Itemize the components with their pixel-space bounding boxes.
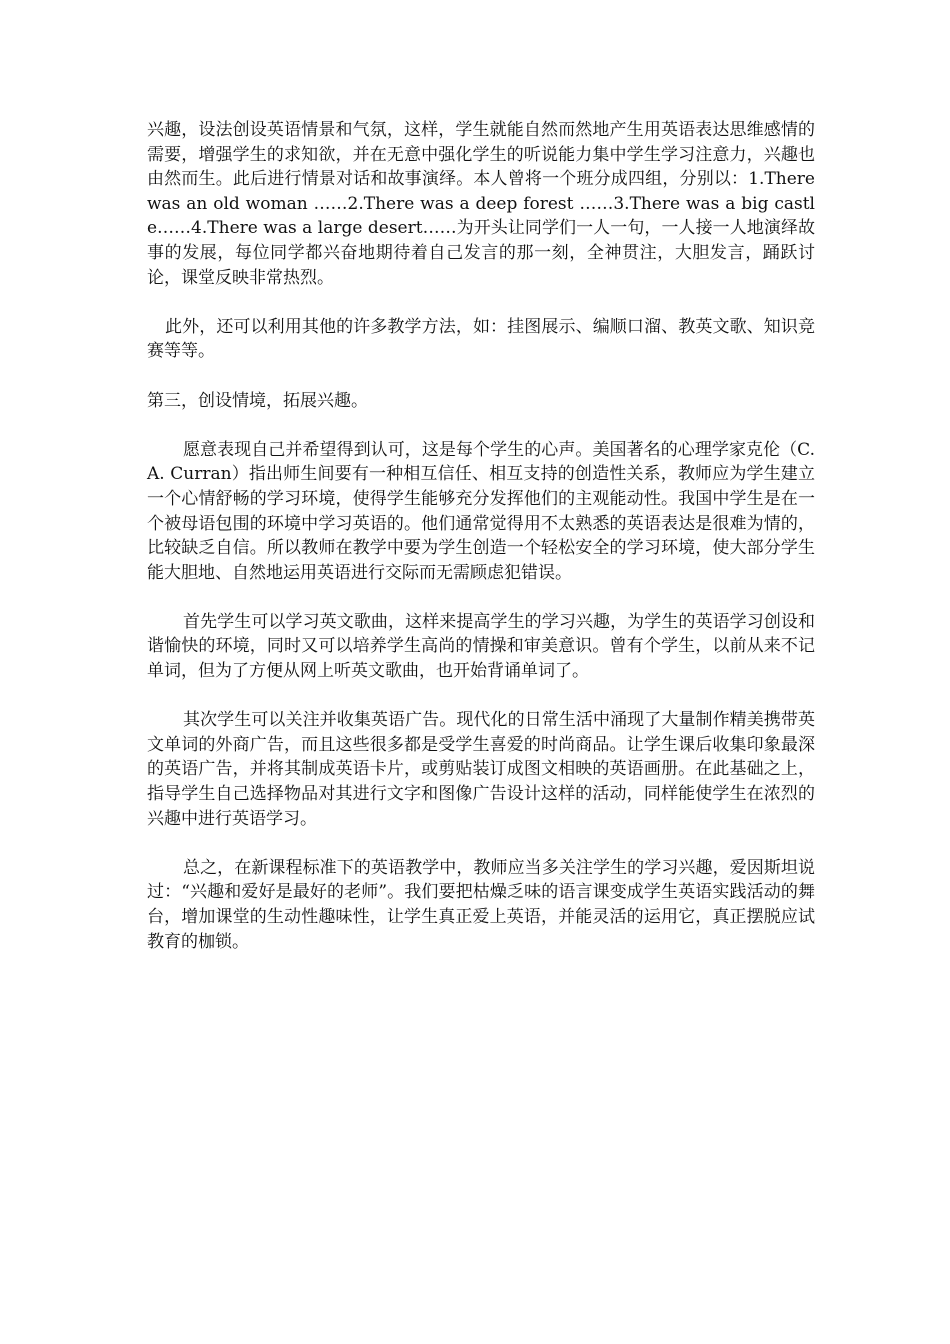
- paragraph-gap: [147, 364, 815, 389]
- paragraph-environment: 愿意表现自己并希望得到认可，这是每个学生的心声。美国著名的心理学家克伦（C.A. Curran）指出师生间要有一种相互信任、相互支持的创造性关系，教师应为学生建立一个心情舒畅的学习环境，使得学生能够充分发挥他们的主观能动性。我国中学生是在一个被母语包围的环境中学习英语的。他们通常觉得用不太熟悉的英语表达是很难为情的，比较缺乏自信。所以教师在教学中要为学生创造一个轻松安全的学习环境，使大部分学生能大胆地、自然地运用英语进行交际而无需顾虑犯错误。: [147, 439, 815, 583]
- paragraph-other-methods: 此外，还可以利用其他的许多教学方法，如：挂图展示、编顺口溜、教英文歌、知识竞赛等等。: [147, 316, 815, 362]
- paragraph-gap: [147, 585, 815, 610]
- paragraph-story-activity: 兴趣，设法创设英语情景和气氛，这样，学生就能自然而然地产生用英语表达思维感情的需要，增强学生的求知欲，并在无意中强化学生的听说能力集中学生学习注意力，兴趣也由然而生。此后进行情景对话和故事演绎。本人曾将一个班分成四组，分别以：1.There was an old woman ……2.There was a deep forest ……3.There was a big castle……4.There was a large desert……为开头让同学们一人一句，一人接一人地演绎故事的发展，每位同学都兴奋地期待着自己发言的那一刻，全神贯注，大胆发言，踊跃讨论，课堂反映非常热烈。: [147, 120, 815, 288]
- paragraph-gap: [147, 413, 815, 438]
- paragraph-songs: 首先学生可以学习英文歌曲，这样来提高学生的学习兴趣，为学生的英语学习创设和谐愉快的环境，同时又可以培养学生高尚的情操和审美意识。曾有个学生，以前从来不记单词，但为了方便从网上听英文歌曲，也开始背诵单词了。: [147, 611, 815, 682]
- paragraph-conclusion: 总之，在新课程标准下的英语教学中，教师应当多关注学生的学习兴趣，爱因斯坦说过：“兴趣和爱好是最好的老师”。我们要把枯燥乏味的语言课变成学生英语实践活动的舞台，增加课堂的生动性趣味性，让学生真正爱上英语，并能灵活的运用它，真正摆脱应试教育的枷锁。: [147, 857, 815, 952]
- paragraph-advertisements: 其次学生可以关注并收集英语广告。现代化的日常生活中涌现了大量制作精美携带英文单词的外商广告，而且这些很多都是受学生喜爱的时尚商品。让学生课后收集印象最深的英语广告，并将其制成英语卡片，或剪贴装订成图文相映的英语画册。在此基础之上，指导学生自己选择物品对其进行文字和图像广告设计这样的活动，同样能使学生在浓烈的兴趣中进行英语学习。: [147, 710, 815, 829]
- section-heading: 第三，创设情境，拓展兴趣。: [147, 390, 368, 411]
- paragraph-gap: [147, 684, 815, 709]
- paragraph-gap: [147, 831, 815, 856]
- document-page: [147, 118, 815, 954]
- paragraph-gap: [147, 290, 815, 315]
